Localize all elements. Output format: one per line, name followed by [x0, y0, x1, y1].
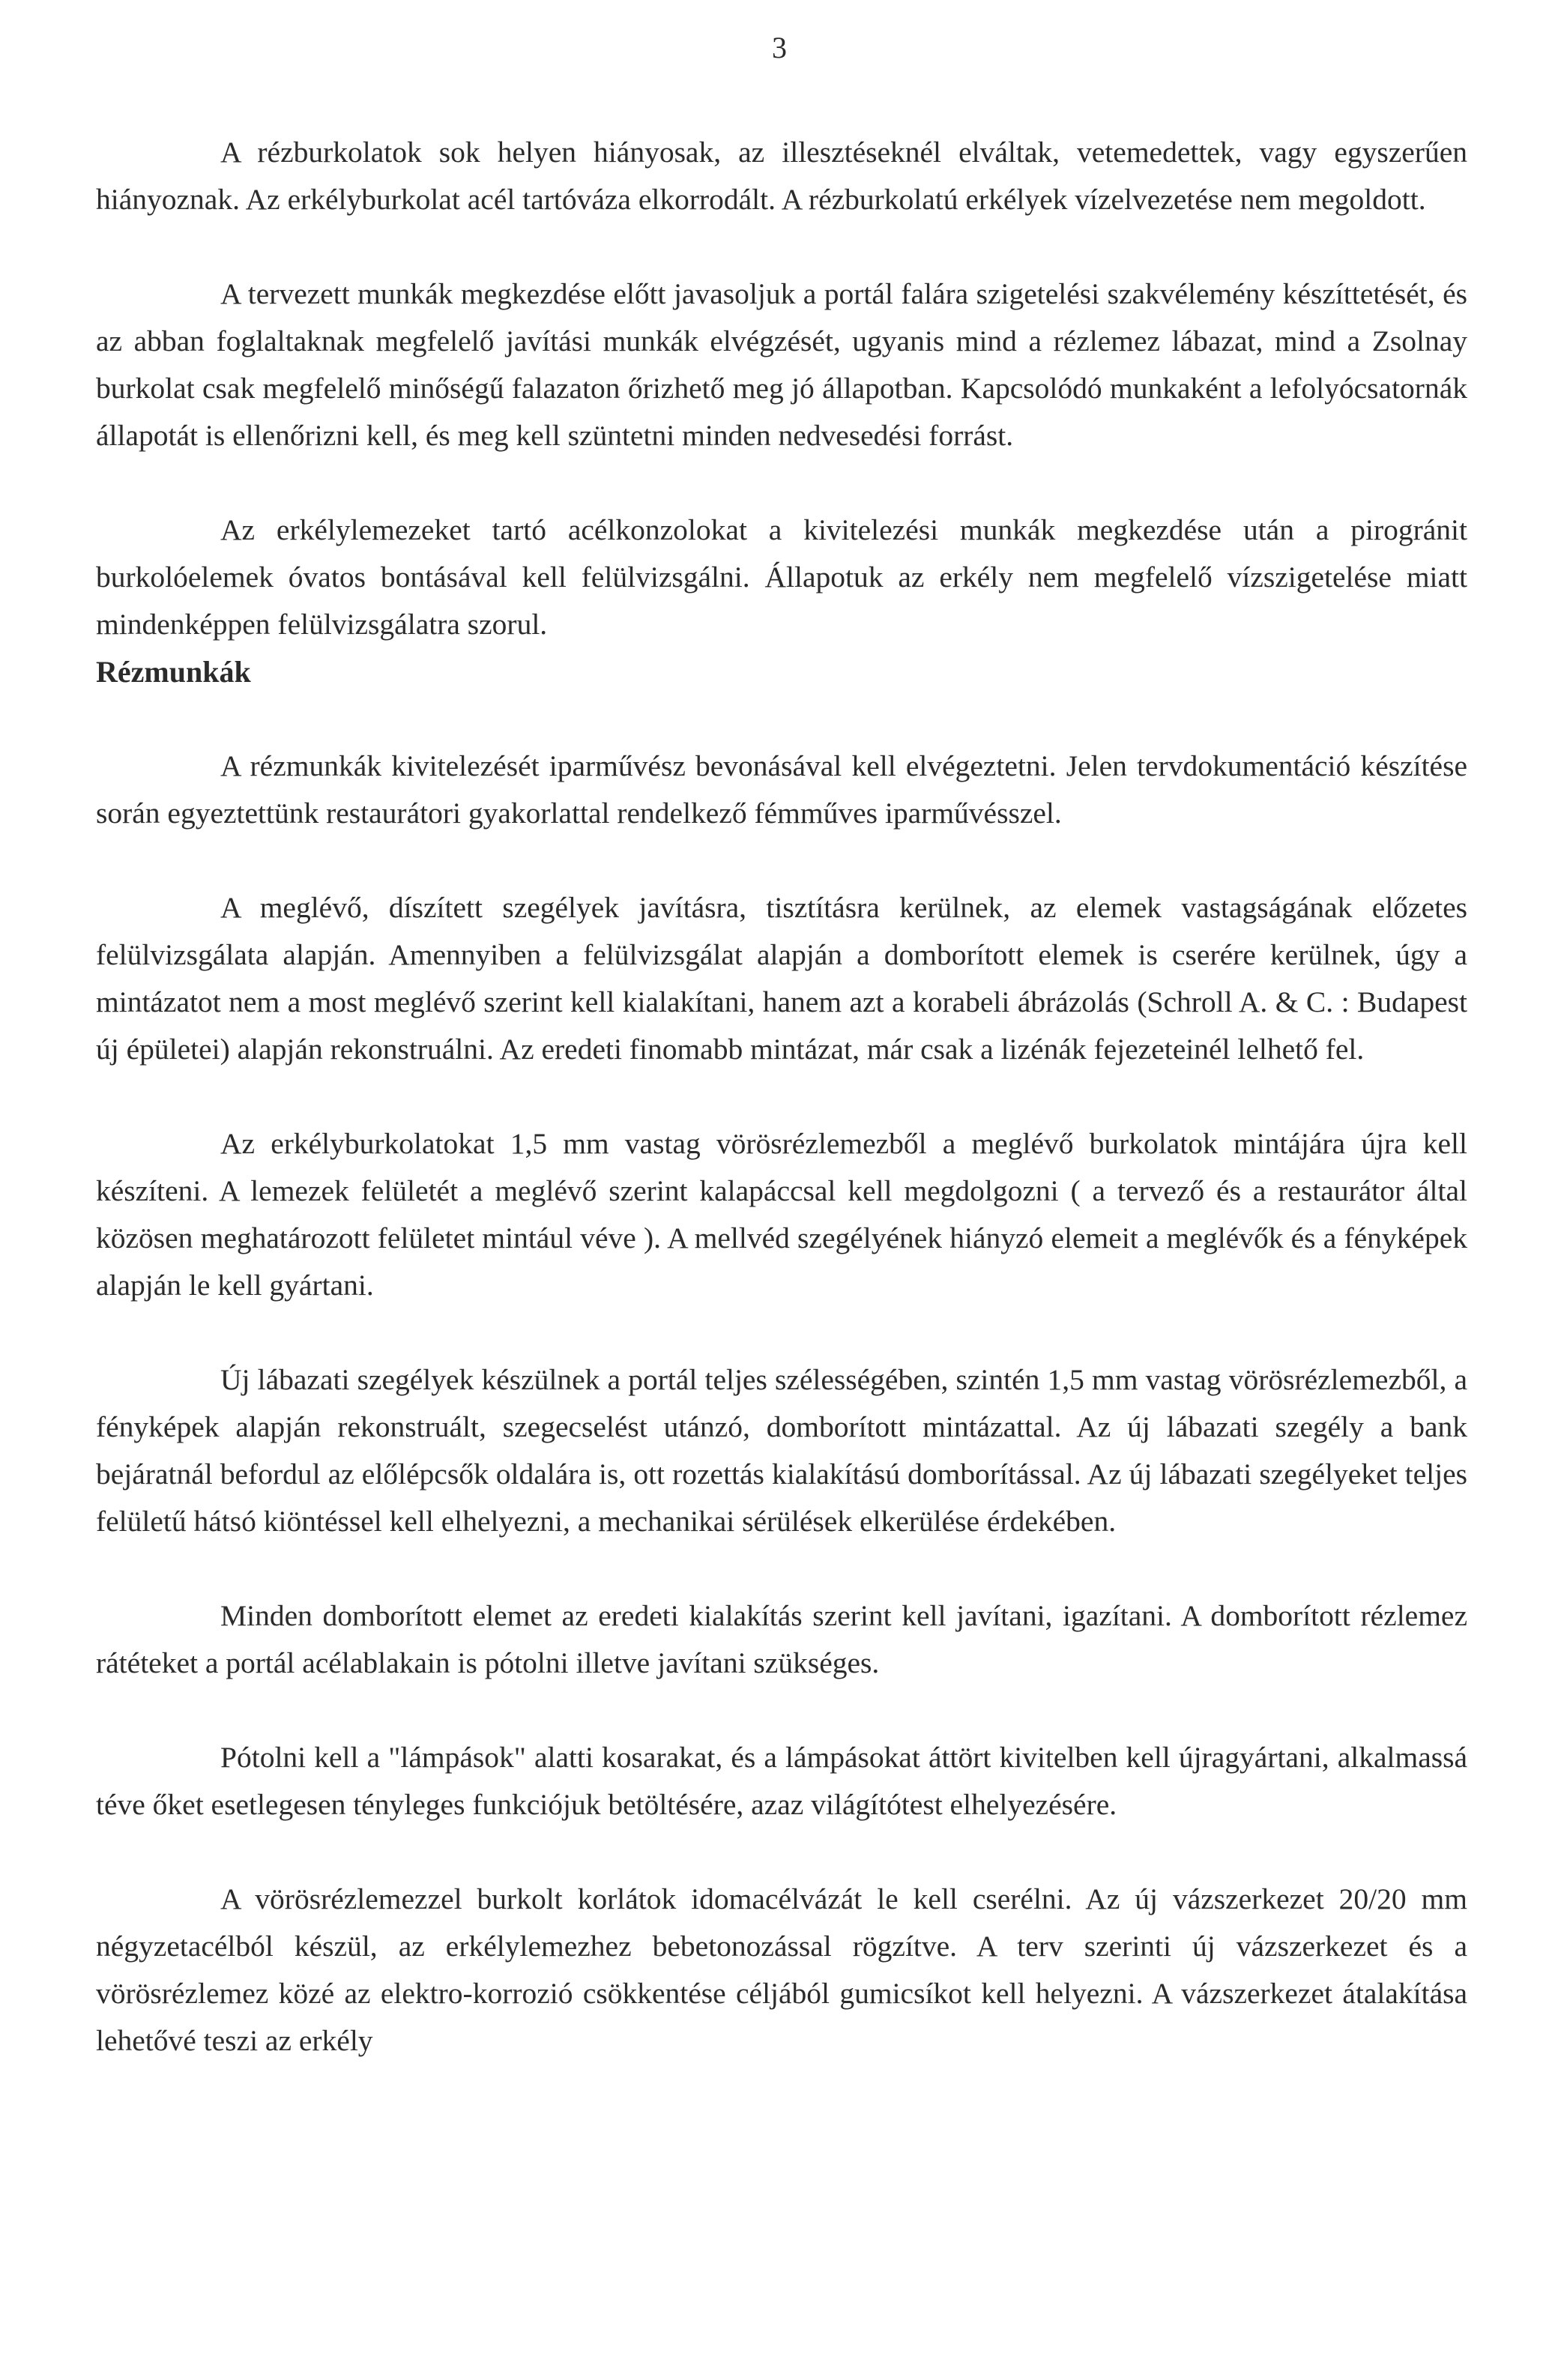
paragraph-decorated-borders: A meglévő, díszített szegélyek javításra, tisztításra kerülnek, az elemek vastagságának előzetes felülvizsgálata alapján. Amennyiben a felülvizsgálat alapján a domborított elemek is cserére kerülnek, úgy a mintázatot nem a most meglévő szerint kell kialakítani, hanem azt a korabeli ábrázolás (Schroll A. & C. : Budapest új épületei) alapján rekonstruálni. Az eredeti finomabb mintázat, már csak a lizénák fejezeteinél lelhető fel. — [96, 891, 1467, 1066]
paragraph-railing-frame: A vörösrézlemezzel burkolt korlátok idomacélvázát le kell cserélni. Az új vázszerkezet 20/20 mm négyzetacélból készül, az erkélylemezhez bebetonozással rögzítve. A terv szerinti új vázszerkezet és a vörösrézlemez közé az elektro-korrozió csökkentése céljából gumicsíkot kell helyezni. A vázszerkezet átalakítása lehetővé teszi az erkély — [96, 1882, 1467, 2057]
paragraph-damage-description: A rézburkolatok sok helyen hiányosak, az illesztéseknél elváltak, vetemedettek, vagy egyszerűen hiányoznak. Az erkélyburkolat acél tartóváza elkorrodált. A rézburkolatú erkélyek vízelvezetése nem megoldott. — [96, 136, 1467, 216]
paragraph-steel-bracket-inspection: Az erkélylemezeket tartó acélkonzolokat a kivitelezési munkák megkezdése után a pirogránit burkolóelemek óvatos bontásával kell felülvizsgálni. Állapotuk az erkély nem megfelelő vízszigetelése miatt mindenképpen felülvizsgálatra szorul. — [96, 513, 1467, 641]
paragraph-lanterns: Pótolni kell a "lámpások" alatti kosarakat, és a lámpásokat áttört kivitelben kell újragyártani, alkalmassá téve őket esetlegesen tényleges funkciójuk betöltésére, azaz világítótest elhelyezésére. — [96, 1741, 1467, 1821]
page-number: 3 — [772, 31, 787, 64]
paragraph-embossed-elements: Minden domborított elemet az eredeti kialakítás szerint kell javítani, igazítani. A domborított rézlemez rátéteket a portál acélablakain is pótolni illetve javítani szükséges. — [96, 1599, 1467, 1679]
paragraph-insulation-recommendation: A tervezett munkák megkezdése előtt javasoljuk a portál falára szigetelési szakvélemény készíttetését, és az abban foglaltaknak megfelelő javítási munkák elvégzését, ugyanis mind a rézlemez lábazat, mind a Zsolnay burkolat csak megfelelő minőségű falazaton őrizhető meg jó állapotban. Kapcsolódó munkaként a lefolyócsatornák állapotát is ellenőrizni kell, és meg kell szüntetni minden nedvesedési forrást. — [96, 277, 1467, 452]
document-body — [96, 129, 1467, 2065]
paragraph-copper-craftsman: A rézmunkák kivitelezését iparművész bevonásával kell elvégeztetni. Jelen tervdokumentáció készítése során egyeztettünk restaurátori gyakorlattal rendelkező fémműves iparművésszel. — [96, 749, 1467, 830]
paragraph-plinth-borders: Új lábazati szegélyek készülnek a portál teljes szélességében, szintén 1,5 mm vastag vörösrézlemezből, a fényképek alapján rekonstruált, szegecselést utánzó, domborított mintázattal. Az új lábazati szegély a bank bejáratnál befordul az előlépcsők oldalára is, ott rozettás kialakítású domborítással. Az új lábazati szegélyeket teljes felületű hátsó kiöntéssel kell elhelyezni, a mechanikai sérülések elkerülése érdekében. — [96, 1363, 1467, 1538]
paragraph-balcony-cladding: Az erkélyburkolatokat 1,5 mm vastag vörösrézlemezből a meglévő burkolatok mintájára újra kell készíteni. A lemezek felületét a meglévő szerint kalapáccsal kell megdolgozni ( a tervező és a restaurátor által közösen meghatározott felületet mintául véve ). A mellvéd szegélyének hiányzó elemeit a meglévők és a fényképek alapján le kell gyártani. — [96, 1127, 1467, 1302]
section-heading-copper-works: Rézmunkák — [96, 655, 251, 689]
